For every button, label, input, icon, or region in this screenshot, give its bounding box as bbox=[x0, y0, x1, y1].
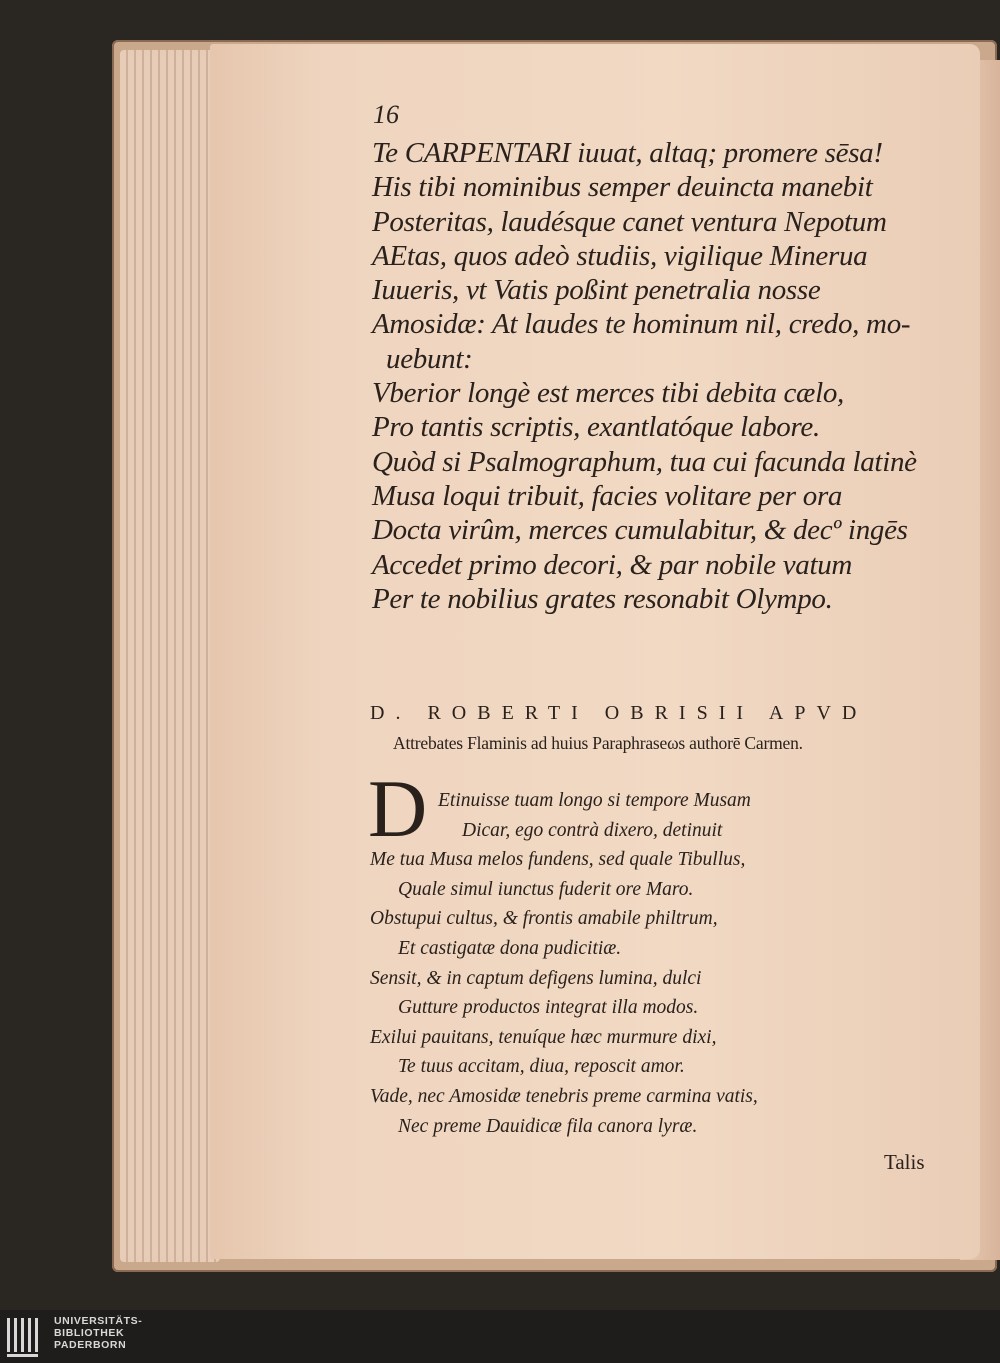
verse-line: Posteritas, laudésque canet ventura Nepotum bbox=[372, 205, 887, 238]
verse-line: His tibi nominibus semper deuincta manebit bbox=[372, 171, 873, 204]
library-footer bbox=[0, 1310, 1000, 1363]
verse-line: Te CARPENTARI iuuat, altaq; promere sēsa! bbox=[372, 137, 883, 169]
verse-line: Vberior longè est merces tibi debita cælo, bbox=[372, 377, 844, 410]
verse-line: Musa loqui tribuit, facies volitare per ora bbox=[372, 479, 843, 512]
verse-line: Docta virûm, merces cumulabitur, & decº ingēs bbox=[372, 514, 908, 547]
verse-line: Accedet primo decori, & par nobile vatum bbox=[372, 548, 853, 581]
verse-line: Quòd si Psalmographum, tua cui facunda latinè bbox=[372, 445, 917, 478]
verse-line: Pro tantis scriptis, exantlatóque labore. bbox=[372, 411, 820, 444]
verse-line: uebunt: bbox=[386, 342, 473, 375]
verse-line: Me tua Musa melos fundens, sed quale Tibullus, bbox=[370, 849, 746, 871]
verse-line: Amosidæ: At laudes te hominum nil, credo, mo- bbox=[372, 308, 911, 341]
verse-line: Nec preme Dauidicæ fila canora lyræ. bbox=[398, 1115, 698, 1137]
verse-line: Gutture productos integrat illa modos. bbox=[398, 997, 699, 1019]
poem-continuation bbox=[372, 136, 962, 616]
catchword: Talis bbox=[884, 1150, 925, 1174]
logo-line: BIBLIOTHEK bbox=[54, 1327, 125, 1339]
verse-line: Obstupui cultus, & frontis amabile philtrum, bbox=[370, 908, 718, 930]
verse-line: Per te nobilius grates resonabit Olympo. bbox=[372, 582, 833, 615]
logo-line: UNIVERSITÄTS- bbox=[54, 1315, 143, 1327]
verse-line: Etinuisse tuam longo si tempore Musam bbox=[438, 790, 751, 811]
carmen-poem bbox=[370, 786, 950, 1141]
page-number: 16 bbox=[373, 100, 399, 129]
drop-capital: D bbox=[368, 763, 428, 854]
section-subheading: Attrebates Flaminis ad huius Paraphraseωs authorē Carmen. bbox=[393, 733, 803, 753]
verse-line: Dicar, ego contrà dixero, detinuit bbox=[462, 819, 723, 841]
verse-line: Vade, nec Amosidæ tenebris preme carmina vatis, bbox=[370, 1085, 758, 1107]
verse-line: Exilui pauitans, tenuíque hæc murmure dixi, bbox=[370, 1026, 717, 1048]
verse-line: Et castigatæ dona pudicitiæ. bbox=[398, 937, 622, 959]
verse-line: Sensit, & in captum defigens lumina, dulci bbox=[370, 967, 702, 989]
verse-line: AEtas, quos adeò studiis, vigilique Minerua bbox=[372, 239, 868, 272]
library-logo-text bbox=[54, 1315, 142, 1351]
section-heading: D. ROBERTI OBRISII APVD bbox=[370, 702, 868, 724]
verse-line: Te tuus accitam, diua, reposcit amor. bbox=[398, 1056, 685, 1078]
page-edges bbox=[120, 50, 220, 1262]
logo-line: PADERBORN bbox=[54, 1339, 127, 1351]
verse-line: Iuueris, vt Vatis poßint penetralia nosse bbox=[372, 274, 821, 307]
verse-line: Quale simul iunctus fuderit ore Maro. bbox=[398, 878, 694, 900]
library-logo-icon bbox=[4, 1314, 44, 1360]
